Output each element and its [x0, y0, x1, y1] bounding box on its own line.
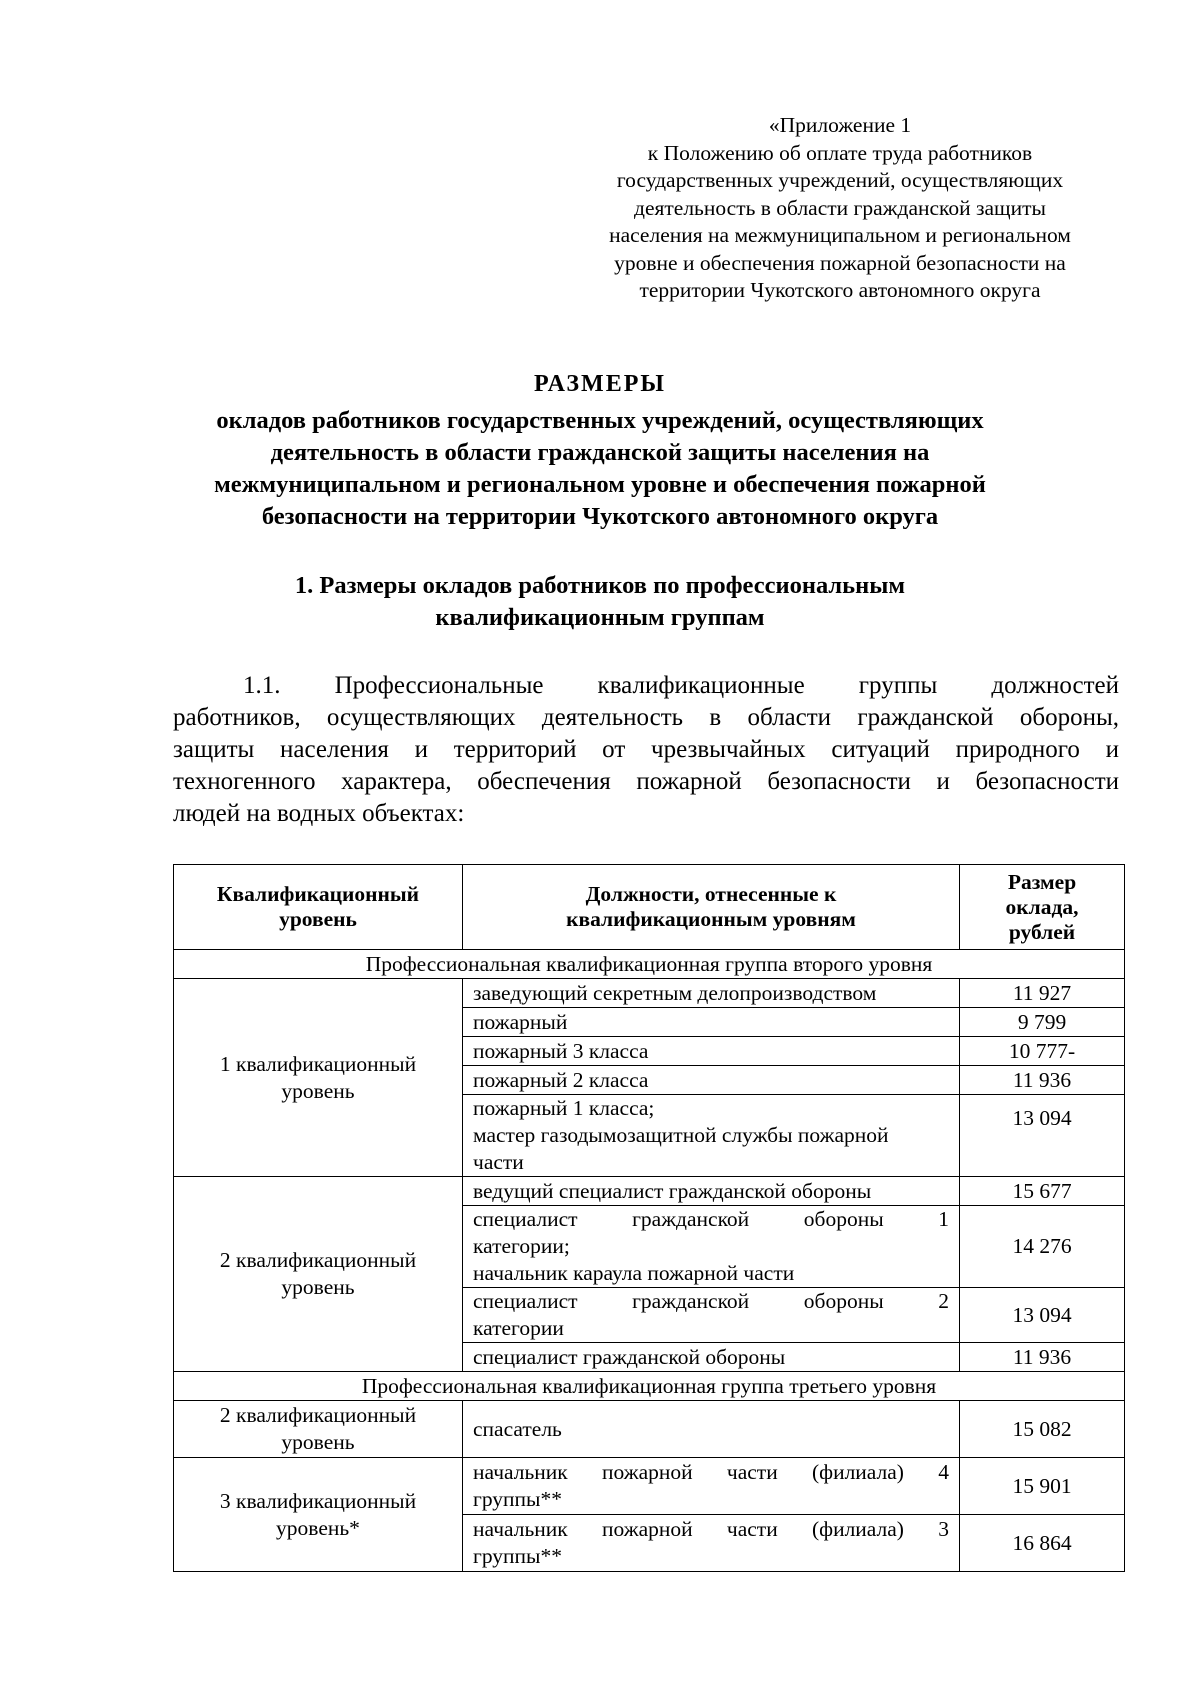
position-line: специалист гражданской обороны [473, 1344, 786, 1369]
group-second-level: Профессиональная квалификационная группа второго уровня [174, 950, 1125, 979]
salary-cell: 11 936 [960, 1066, 1125, 1095]
position-line: группы** [473, 1487, 562, 1511]
header-level-line: уровень [279, 907, 357, 931]
paragraph-line: 1.1. Профессиональные квалификационные группы должностей [243, 672, 1119, 699]
salary-cell: 11 927 [960, 979, 1125, 1008]
salary-cell: 15 677 [960, 1177, 1125, 1206]
subtitle-line: деятельность в области гражданской защиты населения на [270, 439, 930, 466]
level-cell [174, 1458, 463, 1572]
level-line: уровень [281, 1275, 355, 1299]
position-cell [463, 1066, 960, 1095]
appendix-line: территории Чукотского автономного округа [639, 278, 1041, 302]
paragraph-line: людей на водных объектах: [173, 800, 465, 827]
position-cell [463, 1206, 960, 1288]
position-cell [463, 1177, 960, 1206]
intro-paragraph [173, 670, 1119, 830]
salary-cell: 15 901 [960, 1458, 1125, 1515]
position-line: начальник пожарной части (филиала) 4 [473, 1460, 949, 1484]
salary-table [173, 864, 1125, 1572]
header-salary-line: оклада, [1005, 894, 1079, 919]
position-cell [463, 1343, 960, 1372]
position-line: спасатель [473, 1416, 562, 1441]
level-line: уровень* [276, 1515, 360, 1540]
level-cell [174, 1177, 463, 1372]
level-line: уровень [281, 1430, 355, 1454]
header-level-line: Квалификационный [216, 882, 420, 906]
header-positions-line: Должности, отнесенные к [585, 882, 837, 906]
position-line: группы** [473, 1544, 562, 1568]
section-heading [150, 570, 1050, 634]
subtitle-line: межмуниципальном и региональном уровне и обеспечения пожарной [214, 471, 986, 498]
position-line: категории; [473, 1234, 570, 1258]
paragraph-line: защиты населения и территорий от чрезвычайных ситуаций природного и [173, 736, 1119, 763]
position-line: начальник пожарной части (филиала) 3 [473, 1517, 949, 1541]
appendix-reference [560, 112, 1120, 305]
position-line: пожарный 2 класса [473, 1067, 649, 1092]
position-cell [463, 1008, 960, 1037]
appendix-line: деятельность в области гражданской защиты [634, 195, 1046, 220]
salary-cell: 16 864 [960, 1515, 1125, 1572]
position-line: мастер газодымозащитной службы пожарной [473, 1123, 889, 1147]
appendix-line: государственных учреждений, осуществляющих [616, 168, 1064, 192]
level-cell [174, 979, 463, 1177]
level-line: 2 квалификационный [219, 1403, 417, 1427]
table-row [174, 1177, 1125, 1206]
group-row [174, 950, 1125, 979]
appendix-line: «Приложение 1 [768, 113, 912, 137]
level-line: 1 квалификационный [219, 1051, 417, 1076]
position-line: заведующий секретным делопроизводством [473, 980, 877, 1005]
appendix-line: уровне и обеспечения пожарной безопасности на [614, 250, 1066, 275]
salary-cell: 9 799 [960, 1008, 1125, 1037]
position-line: категории [473, 1316, 564, 1340]
position-line: пожарный 3 класса [473, 1038, 649, 1063]
salary-cell: 11 936 [960, 1343, 1125, 1372]
position-cell [463, 1458, 960, 1515]
salary-cell: 13 094 [960, 1095, 1125, 1177]
table-row [174, 1401, 1125, 1458]
position-line: начальник караула пожарной части [473, 1261, 795, 1285]
subtitle-line: окладов работников государственных учреждений, осуществляющих [216, 407, 984, 434]
header-salary [960, 865, 1125, 950]
position-line: ведущий специалист гражданской обороны [473, 1178, 872, 1203]
salary-cell: 13 094 [960, 1288, 1125, 1343]
level-line: 2 квалификационный [219, 1248, 417, 1272]
paragraph-line: техногенного характера, обеспечения пожарной безопасности и безопасности [173, 768, 1119, 795]
level-line: уровень [281, 1078, 355, 1103]
document-subtitle [150, 405, 1050, 533]
appendix-line: населения на межмуниципальном и региональном [609, 223, 1071, 247]
level-cell [174, 1401, 463, 1458]
level-line: 3 квалификационный [219, 1488, 417, 1513]
table-header-row [174, 865, 1125, 950]
group-row [174, 1372, 1125, 1401]
position-line: специалист гражданской обороны 2 [473, 1289, 949, 1313]
paragraph-line: работников, осуществляющих деятельность в области гражданской обороны, [173, 704, 1119, 731]
document-title: РАЗМЕРЫ [534, 371, 666, 397]
section-heading-line: квалификационным группам [435, 604, 765, 631]
appendix-line: к Положению об оплате труда работников [647, 140, 1033, 165]
position-line: специалист гражданской обороны 1 [473, 1207, 949, 1231]
position-cell [463, 1037, 960, 1066]
position-cell [463, 979, 960, 1008]
header-salary-line: рублей [1008, 919, 1076, 944]
salary-cell: 10 777- [960, 1037, 1125, 1066]
position-line: пожарный [473, 1009, 568, 1034]
header-salary-line: Размер [1007, 869, 1077, 894]
header-positions [463, 865, 960, 950]
subtitle-line: безопасности на территории Чукотского автономного округа [261, 503, 939, 530]
position-cell [463, 1401, 960, 1458]
salary-cell: 15 082 [960, 1401, 1125, 1458]
position-line: пожарный 1 класса; [473, 1096, 655, 1120]
position-cell [463, 1095, 960, 1177]
section-heading-line: 1. Размеры окладов работников по профессиональным [294, 572, 906, 599]
table-row [174, 1458, 1125, 1515]
position-cell [463, 1288, 960, 1343]
position-cell [463, 1515, 960, 1572]
table-row [174, 979, 1125, 1008]
header-positions-line: квалификационным уровням [566, 907, 856, 931]
header-level [174, 865, 463, 950]
salary-cell: 14 276 [960, 1206, 1125, 1288]
group-third-level: Профессиональная квалификационная группа третьего уровня [174, 1372, 1125, 1401]
position-line: части [473, 1150, 524, 1174]
